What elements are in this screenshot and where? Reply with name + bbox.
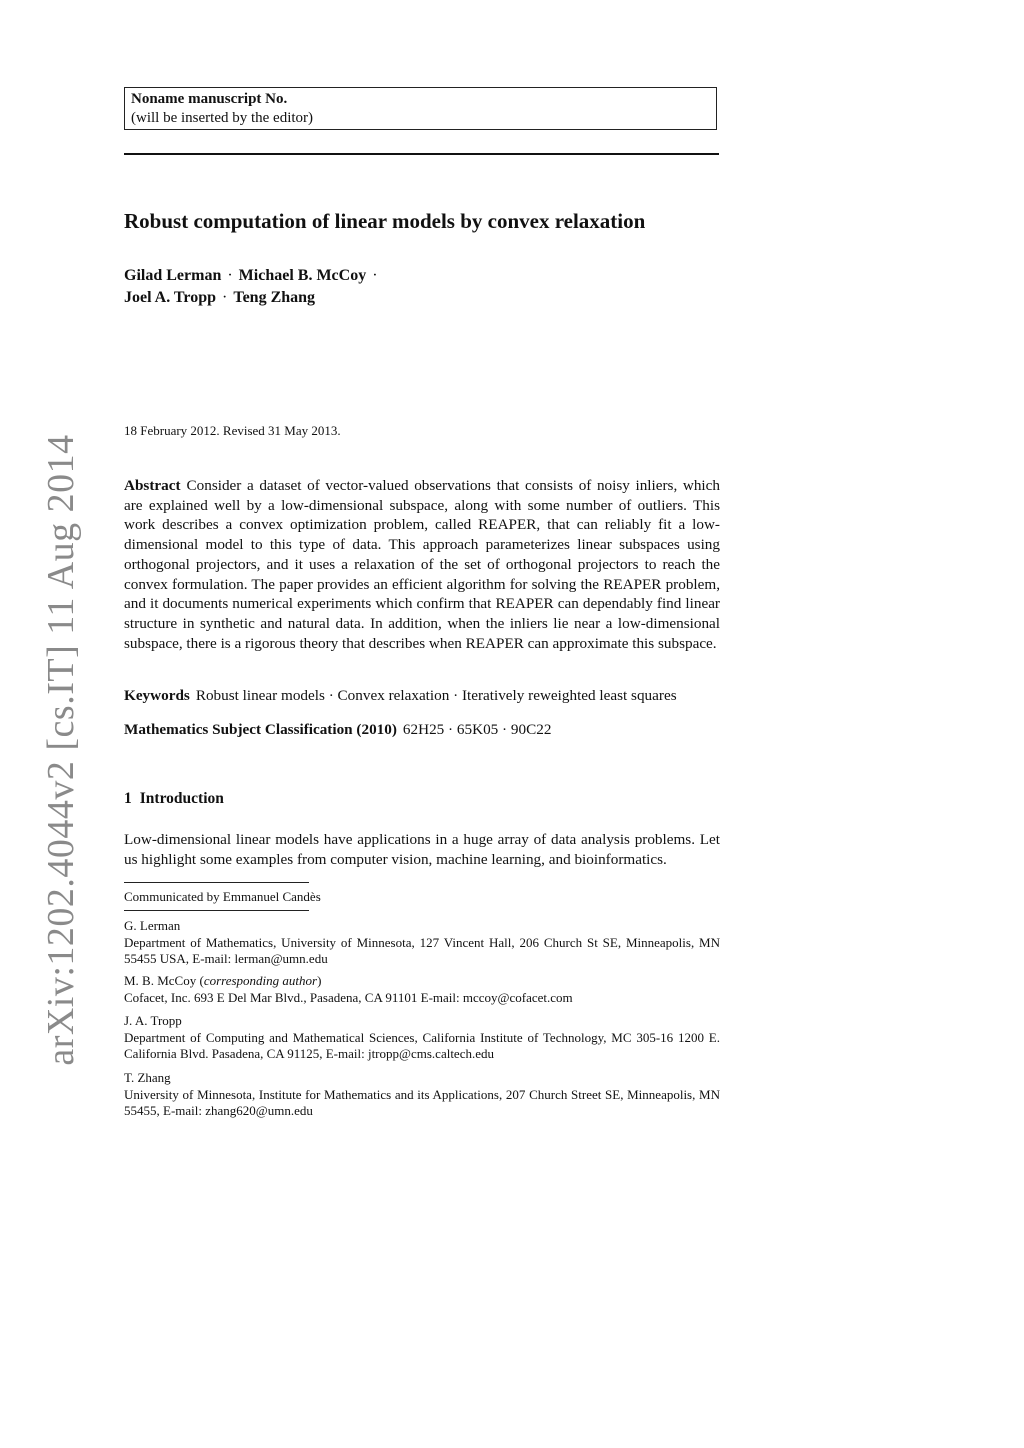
affiliation-text: Department of Computing and Mathematical Sciences, California Institute of Technology, MC 305-16 1200 E. California Blvd. Pasadena, CA 91125, E-mail: jtropp@cms.caltech.edu <box>124 1029 720 1061</box>
intro-paragraph: Low-dimensional linear models have applications in a huge array of data analysis problems. Let us highlight some examples from computer vision, machine learning, and bioinformatics. <box>124 831 720 868</box>
affiliation-zhang <box>124 1070 720 1120</box>
author-list <box>124 265 384 309</box>
section-heading <box>124 790 224 808</box>
author-lerman: Gilad Lerman <box>124 267 222 284</box>
reaper-term: REAPER <box>465 634 524 652</box>
author-separator: · <box>222 289 228 306</box>
author-line-2 <box>124 287 384 309</box>
manuscript-note: (will be inserted by the editor) <box>131 110 314 126</box>
affiliation-tropp <box>124 1013 720 1063</box>
affiliation-text: Cofacet, Inc. 693 E Del Mar Blvd., Pasadena, CA 91101 E-mail: mccoy@cofacet.com <box>124 989 573 1005</box>
corresponding-author-note: corresponding author <box>203 973 318 988</box>
affiliation-name-line <box>124 973 720 990</box>
abstract-label: Abstract <box>124 477 181 494</box>
footnote-rule <box>124 910 309 911</box>
reaper-term: REAPER <box>478 516 537 534</box>
author-tropp: Joel A. Tropp <box>124 289 217 306</box>
affiliation-text: University of Minnesota, Institute for Mathematics and its Applications, 207 Church Street SE, Minneapolis, MN 55455, E-mail: zhang620@umn.edu <box>124 1086 720 1118</box>
section-title: Introduction <box>139 790 224 807</box>
subject-classification <box>124 720 720 740</box>
keywords <box>124 686 720 706</box>
affiliation-mccoy <box>124 973 720 1006</box>
affiliation-name: M. B. McCoy ( <box>124 973 204 988</box>
author-zhang: Teng Zhang <box>233 289 316 306</box>
arxiv-identifier-stamp: arXiv:1202.4044v2 [cs.IT] 11 Aug 2014 <box>40 434 82 1066</box>
keywords-text: Robust linear models · Convex relaxation · Iteratively reweighted least squares <box>195 687 677 704</box>
reaper-term: REAPER <box>603 575 662 593</box>
abstract-text-1: Consider a dataset of vector-valued observations that consists of noisy inliers, which are explained well by a low-dimensional subspace, along with some number of outliers. This work describes a convex optimization problem, called <box>124 477 720 534</box>
submission-dates: 18 February 2012. Revised 31 May 2013. <box>124 423 341 438</box>
affiliation-name-end: ) <box>317 973 322 988</box>
msc-label: Mathematics Subject Classification (2010) <box>124 721 397 738</box>
abstract-text-2: , that can reliably fit a low-dimensional model to this type of data. This approach parameterizes linear subspaces using orthogonal projectors, and it uses a relaxation of the set of orthogonal projectors to reach the convex formulation. The paper provides an efficient algorithm for solving the <box>124 516 720 593</box>
header-rule <box>124 153 719 155</box>
abstract <box>124 476 720 653</box>
paper-title: Robust computation of linear models by convex relaxation <box>124 209 646 233</box>
author-line-1 <box>124 265 384 287</box>
abstract-text-3: problem, and it documents numerical experiments which confirm that <box>124 575 720 613</box>
abstract-text-5: can approximate this subspace. <box>523 634 717 652</box>
manuscript-number-box <box>124 87 717 130</box>
affiliation-name: G. Lerman <box>124 918 181 933</box>
affiliation-lerman <box>124 918 720 968</box>
affiliation-name: T. Zhang <box>124 1070 171 1085</box>
footnote-rule <box>124 882 309 883</box>
author-separator: · <box>227 267 233 284</box>
communicated-by: Communicated by Emmanuel Candès <box>124 889 321 904</box>
manuscript-label: Noname manuscript No. <box>131 91 288 107</box>
abstract-text-4: can dependably find linear structure in synthetic and natural data. In addition, when the inliers lie near a low-dimensional subspace, there is a rigorous theory that describes when <box>124 595 720 652</box>
affiliation-text: Department of Mathematics, University of Minnesota, 127 Vincent Hall, 206 Church St SE, Minneapolis, MN 55455 USA, E-mail: lerman@umn.edu <box>124 934 720 966</box>
msc-codes: 62H25 · 65K05 · 90C22 <box>402 721 552 738</box>
keywords-label: Keywords <box>124 687 190 704</box>
reaper-term: REAPER <box>495 595 554 613</box>
section-number: 1 <box>124 790 132 807</box>
affiliation-name: J. A. Tropp <box>124 1013 182 1028</box>
author-separator: · <box>372 267 378 284</box>
author-mccoy: Michael B. McCoy <box>238 267 367 284</box>
